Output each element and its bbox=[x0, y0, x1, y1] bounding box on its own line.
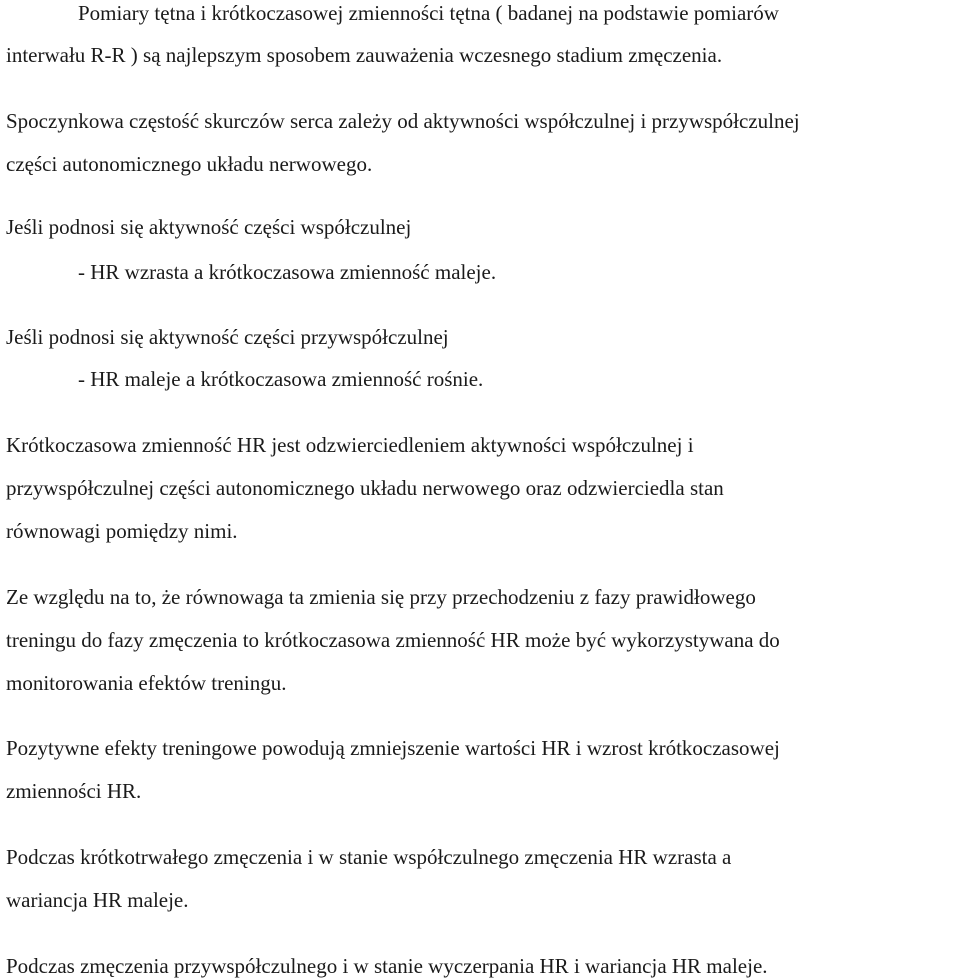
text-line: zmienności HR. bbox=[6, 779, 142, 803]
text-line: wariancja HR maleje. bbox=[6, 888, 189, 912]
text-line: Jeśli podnosi się aktywność części współczulnej bbox=[6, 215, 412, 239]
text-line: Podczas zmęczenia przywspółczulnego i w stanie wyczerpania HR i wariancja HR maleje. bbox=[6, 954, 768, 978]
text-line: części autonomicznego układu nerwowego. bbox=[6, 152, 373, 176]
text-line: Krótkoczasowa zmienność HR jest odzwierciedleniem aktywności współczulnej i bbox=[6, 433, 694, 457]
text-line: treningu do fazy zmęczenia to krótkoczasowa zmienność HR może być wykorzystywana do bbox=[6, 628, 780, 652]
text-line: interwału R-R ) są najlepszym sposobem zauważenia wczesnego stadium zmęczenia. bbox=[6, 43, 723, 67]
text-line: Pomiary tętna i krótkoczasowej zmienności tętna ( badanej na podstawie pomiarów bbox=[78, 1, 779, 25]
text-line: - HR maleje a krótkoczasowa zmienność rośnie. bbox=[78, 367, 484, 391]
text-line: przywspółczulnej części autonomicznego układu nerwowego oraz odzwierciedla stan bbox=[6, 476, 724, 500]
text-line: Podczas krótkotrwałego zmęczenia i w stanie współczulnego zmęczenia HR wzrasta a bbox=[6, 845, 732, 869]
text-line: Jeśli podnosi się aktywność części przywspółczulnej bbox=[6, 325, 449, 349]
text-line: Spoczynkowa częstość skurczów serca zależy od aktywności współczulnej i przywspółczulnej bbox=[6, 109, 800, 133]
text-line: Pozytywne efekty treningowe powodują zmniejszenie wartości HR i wzrost krótkoczasowej bbox=[6, 736, 780, 760]
text-line: równowagi pomiędzy nimi. bbox=[6, 519, 238, 543]
text-line: monitorowania efektów treningu. bbox=[6, 671, 287, 695]
text-line: - HR wzrasta a krótkoczasowa zmienność maleje. bbox=[78, 260, 497, 284]
text-line: Ze względu na to, że równowaga ta zmienia się przy przechodzeniu z fazy prawidłowego bbox=[6, 585, 756, 609]
